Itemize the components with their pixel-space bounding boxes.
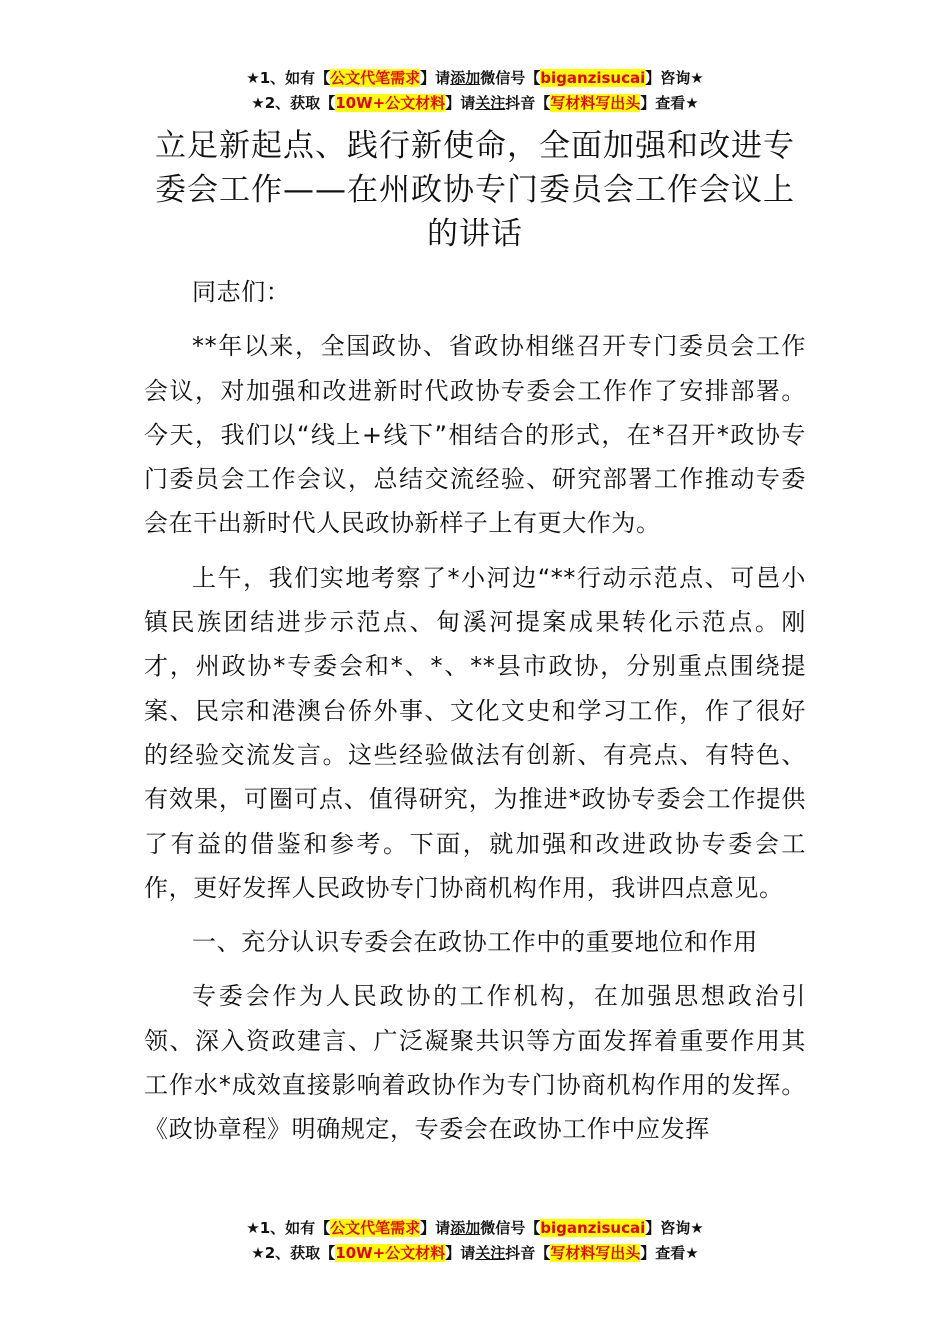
banner-highlight: 写材料写出头: [550, 94, 641, 112]
banner-highlight: 写材料写出头: [550, 1244, 641, 1262]
banner-text: 】请: [420, 69, 451, 87]
document-body: [144, 270, 806, 1162]
banner-highlight: 10W+公文材料: [335, 1244, 446, 1262]
paragraph: 上午，我们实地考察了*小河边“**行动示范点、可邑小镇民族团结进步示范点、甸溪河提案成果转化示范点。刚才，州政协*专委会和*、*、**县市政协，分别重点围绕提案、民宗和港澳台侨外事、文化文史和学习工作，作了很好的经验交流发言。这些经验做法有创新、有亮点、有特色、有效果，可圈可点、值得研究，为推进*政协专委会工作提供了有益的借鉴和参考。下面，就加强和改进政协专委会工作，更好发挥人民政协专门协商机构作用，我讲四点意见。: [144, 563, 806, 902]
banner-text: ★1、如有【: [246, 1219, 331, 1237]
paragraph: 专委会作为人民政协的工作机构，在加强思想政治引领、深入资政建言、广泛凝聚共识等方面发挥着重要作用其工作水*成效直接影响着政协作为专门协商机构作用的发挥。《政协章程》明确规定，专委会在政协工作中应发挥: [144, 982, 806, 1144]
banner-text: 】请: [420, 1219, 451, 1237]
banner-underlined: 添加: [450, 1219, 481, 1237]
banner-text: ★2、获取【: [251, 94, 336, 112]
banner-text: ★1、如有【: [246, 69, 331, 87]
paragraph: **年以来，全国政协、省政协相继召开专门委员会工作会议，对加强和改进新时代政协专委会工作作了安排部署。今天，我们以“线上+线下”相结合的形式，在*召开*政协专门委员会工作会议，总结交流经验、研究部署工作推动专委会在干出新时代人民政协新样子上有更大作为。: [144, 332, 806, 538]
footer-banner: [0, 1216, 950, 1266]
banner-text: 抖音【: [505, 1244, 551, 1262]
banner-underlined: 关注: [475, 1244, 506, 1262]
banner-text: ★2、获取【: [251, 1244, 336, 1262]
banner-highlight: biganzisucai: [540, 69, 646, 87]
salutation: 同志们：: [192, 278, 291, 306]
header-banner: [0, 66, 950, 116]
banner-text: 】咨询★: [645, 69, 704, 87]
banner-highlight: biganzisucai: [540, 1219, 646, 1237]
banner-text: 微信号【: [480, 69, 541, 87]
banner-line-1: [0, 66, 950, 91]
banner-text: 】请: [445, 94, 476, 112]
section-heading: 一、充分认识专委会在政协工作中的重要地位和作用: [192, 928, 758, 957]
banner-highlight: 公文代笔需求: [330, 69, 421, 87]
banner-line-2: [0, 91, 950, 116]
banner-line-2: [0, 1241, 950, 1266]
banner-line-1: [0, 1216, 950, 1241]
banner-underlined: 关注: [475, 94, 506, 112]
banner-highlight: 公文代笔需求: [330, 1219, 421, 1237]
document-title: 立足新起点、践行新使命，全面加强和改进专委会工作——在州政协专门委员会工作会议上的讲话: [155, 128, 795, 252]
banner-text: 】请: [445, 1244, 476, 1262]
banner-highlight: 10W+公文材料: [335, 94, 446, 112]
banner-text: 】查看★: [640, 1244, 699, 1262]
banner-text: 】查看★: [640, 94, 699, 112]
banner-underlined: 添加: [450, 69, 481, 87]
banner-text: 】咨询★: [645, 1219, 704, 1237]
banner-text: 微信号【: [480, 1219, 541, 1237]
banner-text: 抖音【: [505, 94, 551, 112]
